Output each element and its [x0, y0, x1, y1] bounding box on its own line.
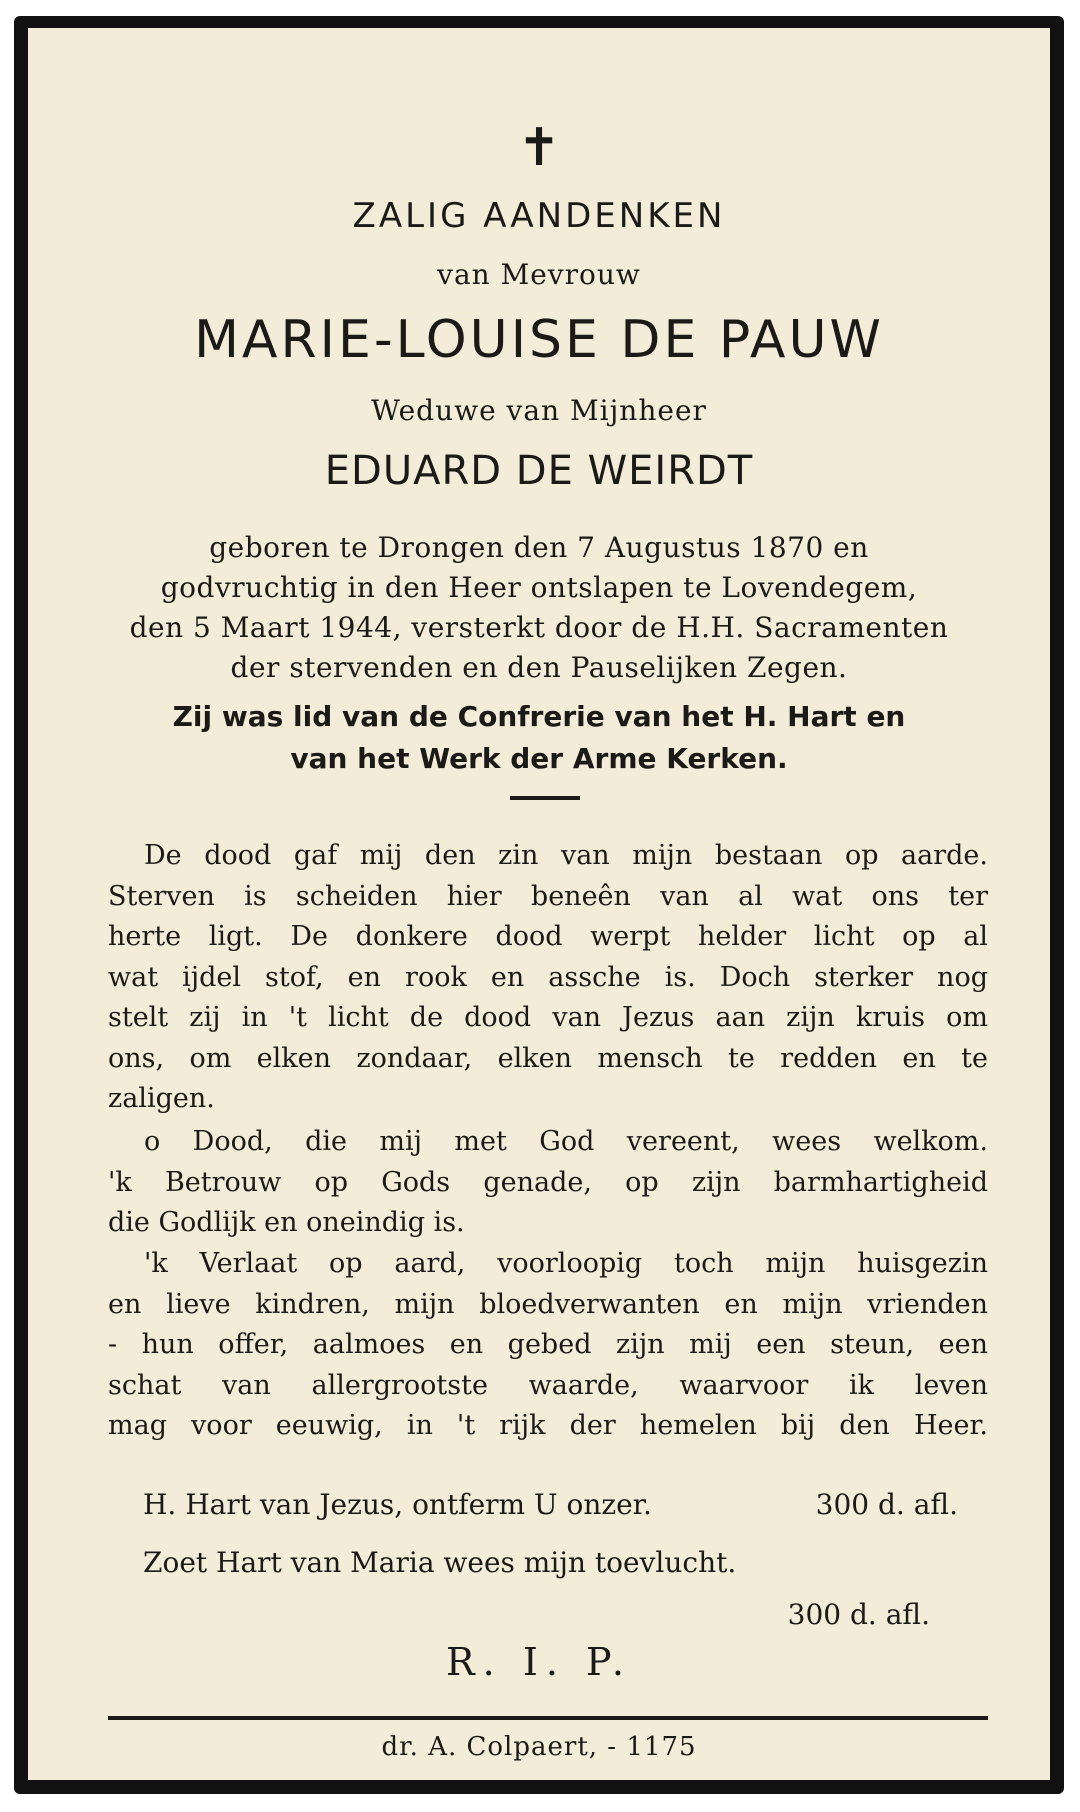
divider-dash — [510, 796, 580, 800]
prayer-line: De dood gaf mij den zin van mijn bestaan op aarde. — [144, 840, 988, 871]
deceased-name: MARIE-LOUISE DE PAUW — [194, 310, 884, 370]
indulgence-text: Zoet Hart van Maria wees mijn toevlucht. — [143, 1546, 737, 1579]
indulgence-days: 300 d. afl. — [787, 1598, 930, 1631]
printer-credit: dr. A. Colpaert, - 1175 — [381, 1732, 697, 1762]
bio-line: der stervenden en den Pauselijken Zegen. — [230, 651, 848, 684]
prayer-line: Sterven is scheiden hier beneên van al wat ons ter — [108, 880, 988, 912]
prayer-paragraph-2 — [108, 1122, 988, 1244]
prayer-line: ons, om elken zondaar, elken mensch te redden en te — [108, 1042, 988, 1074]
prayer-paragraph-3 — [108, 1244, 988, 1447]
prayer-line: die Godlijk en oneindig is. — [108, 1207, 465, 1238]
bio-line: geboren te Drongen den 7 Augustus 1870 en — [209, 531, 869, 564]
prayer-line: zaligen. — [108, 1083, 215, 1114]
prayer-line: 'k Verlaat op aard, voorloopig toch mijn huisgezin — [144, 1248, 988, 1279]
prayer-paragraph-1 — [108, 836, 988, 1120]
card-title: ZALIG AANDENKEN — [352, 196, 726, 236]
husband-name: EDUARD DE WEIRDT — [324, 448, 754, 494]
van-mevrouw: van Mevrouw — [437, 258, 641, 291]
memorial-card — [14, 16, 1064, 1794]
prayer-line: - hun offer, aalmoes en gebed zijn mij een steun, een — [108, 1329, 988, 1360]
card-paper — [28, 28, 1050, 1780]
widow-of: Weduwe van Mijnheer — [371, 394, 707, 427]
rip-text: R. I. P. — [446, 1640, 632, 1684]
prayer-line: herte ligt. De donkere dood werpt helder licht op al — [108, 921, 988, 952]
prayer-line: o Dood, die mij met God vereent, wees welkom. — [144, 1126, 988, 1157]
prayer-line: 'k Betrouw op Gods genade, op zijn barmhartigheid — [108, 1166, 988, 1198]
prayer-line: en lieve kindren, mijn bloedverwanten en mijn vrienden — [108, 1288, 988, 1320]
prayer-line: wat ijdel stof, en rook en assche is. Doch sterker nog — [108, 961, 988, 993]
cross-icon: ✝ — [517, 118, 561, 178]
bio-line: den 5 Maart 1944, versterkt door de H.H. Sacramenten — [129, 611, 949, 644]
prayer-line: mag voor eeuwig, in 't rijk der hemelen bij den Heer. — [108, 1410, 988, 1441]
prayer-line: schat van allergrootste waarde, waarvoor ik leven — [108, 1369, 988, 1401]
indulgence-text: H. Hart van Jezus, ontferm U onzer. — [143, 1488, 652, 1521]
membership-line: van het Werk der Arme Kerken. — [290, 742, 788, 775]
membership-paragraph — [28, 696, 1050, 780]
bio-line: godvruchtig in den Heer ontslapen te Lovendegem, — [160, 571, 918, 604]
bio-paragraph — [28, 528, 1050, 688]
footer-rule — [108, 1716, 988, 1720]
prayer-line: stelt zij in 't licht de dood van Jezus aan zijn kruis om — [108, 1002, 988, 1033]
indulgence-days: 300 d. afl. — [815, 1488, 958, 1521]
membership-line: Zij was lid van de Confrerie van het H. Hart en — [172, 700, 906, 733]
